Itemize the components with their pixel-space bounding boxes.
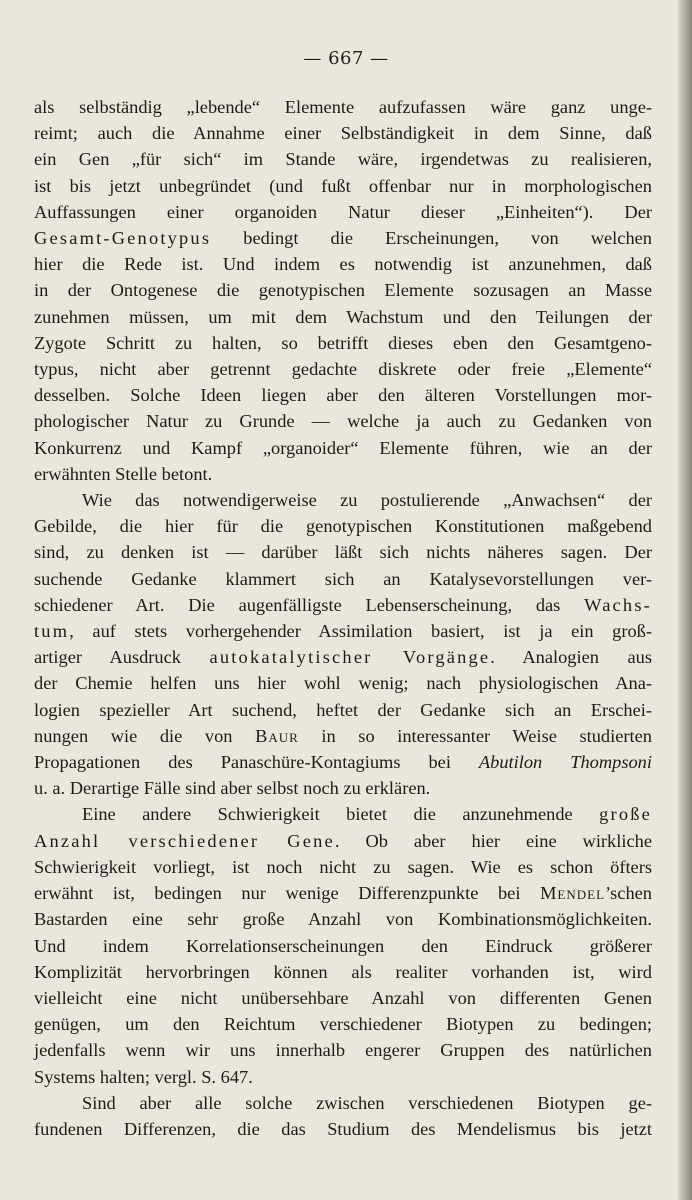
text-line	[34, 566, 652, 592]
text-run: Sind aber alle solche zwischen verschiedenen Biotypen ge-	[82, 1092, 652, 1113]
text-run: reimt; auch die Annahme einer Selbständigkeit in dem Sinne, daß	[34, 123, 652, 144]
emphasis-spaced: autokatalytischer Vorgänge	[209, 647, 491, 668]
text-line	[34, 1037, 652, 1063]
text-line	[34, 906, 652, 932]
text-run: der Chemie helfen uns hier wohl wenig; nach physiologischen Ana-	[34, 673, 652, 694]
text-line	[34, 539, 652, 565]
text-run: Wie das notwendigerweise zu postulierende „Anwachsen“ der	[82, 490, 652, 511]
page-number: — 667 —	[303, 48, 389, 69]
text-run: Systems halten; vergl. S. 647.	[34, 1066, 253, 1087]
text-line	[34, 801, 652, 827]
text-line	[34, 592, 652, 618]
text-run: erwähnten Stelle betont.	[34, 463, 213, 484]
text-run: zunehmen müssen, um mit dem Wachstum und den Teilungen der	[34, 306, 652, 327]
text-run: als selbständig „lebende“ Elemente aufzufassen wäre ganz unge-	[34, 97, 652, 117]
text-run: hier die Rede ist. Und indem es notwendig ist anzunehmen, daß	[34, 254, 652, 275]
text-run: Propagationen des Panaschüre-Kontagiums bei	[34, 752, 479, 773]
text-run: Gebilde, die hier für die genotypischen Konstitutionen maßgebend	[34, 516, 652, 537]
text-run: Schwierigkeit vorliegt, ist noch nicht zu sagen. Wie es schon öfters	[34, 856, 652, 877]
text-line	[34, 959, 652, 985]
text-run: jedenfalls wenn wir uns innerhalb engerer Gruppen des natürlichen	[34, 1040, 652, 1061]
text-run: Komplizität hervorbringen können als realiter vorhanden ist, wird	[34, 961, 652, 982]
text-line	[34, 697, 652, 723]
text-line	[34, 933, 652, 959]
text-run: nungen wie die von	[34, 725, 256, 746]
text-line	[34, 251, 652, 277]
text-run: Zygote Schritt zu halten, so betrifft dieses eben den Gesamtgeno-	[34, 332, 652, 353]
page-edge-shadow	[678, 0, 692, 1200]
text-line	[34, 356, 652, 382]
text-run: sind, zu denken ist — darüber läßt sich nichts näheres sagen. Der	[34, 542, 652, 563]
emphasis-spaced: Wachs-	[584, 594, 652, 615]
body-text	[34, 94, 652, 1142]
text-line	[34, 1090, 652, 1116]
text-line	[34, 461, 652, 487]
text-run: bedingt die Erscheinungen, von welchen	[211, 228, 652, 249]
paragraph-4	[34, 1090, 652, 1142]
text-run: logien spezieller Art suchend, heftet der Gedanke sich an Erschei-	[34, 699, 652, 720]
text-line	[34, 408, 652, 434]
text-run: erwähnt ist, bedingen nur wenige Differenzpunkte bei	[34, 883, 541, 904]
text-run: Konkurrenz und Kampf „organoider“ Elemente führen, wie an der	[34, 437, 652, 458]
text-run: ’schen	[605, 883, 652, 904]
text-run: phologischer Natur zu Grunde — welche ja auch zu Gedanken von	[34, 411, 652, 432]
text-run: desselben. Solche Ideen liegen aber den älteren Vorstellungen mor-	[34, 385, 652, 406]
text-line	[34, 854, 652, 880]
text-line	[34, 199, 652, 225]
text-line	[34, 670, 652, 696]
text-run: . Ob aber hier eine wirkliche	[334, 830, 652, 851]
text-line	[34, 487, 652, 513]
text-line	[34, 775, 652, 801]
text-run: vielleicht eine nicht unübersehbare Anzahl von differenten Genen	[34, 987, 652, 1008]
text-line	[34, 173, 652, 199]
text-line	[34, 120, 652, 146]
text-run: Eine andere Schwierigkeit bietet die anzunehmende	[82, 804, 600, 825]
text-line	[34, 304, 652, 330]
text-run: artiger Ausdruck	[34, 647, 210, 668]
paragraph-1	[34, 94, 652, 487]
text-line	[34, 94, 652, 120]
text-line	[34, 277, 652, 303]
emphasis-spaced: tum	[34, 621, 70, 642]
text-run: Bastarden eine sehr große Anzahl von Kombinationsmöglichkeiten.	[34, 909, 652, 930]
text-run: in der Ontogenese die genotypischen Elemente sozusagen an Masse	[34, 280, 652, 301]
emphasis-spaced: Anzahl verschiedener Gene	[34, 830, 335, 851]
text-run: . Analogien aus	[490, 647, 652, 668]
text-line	[34, 435, 652, 461]
emphasis-caps: Baur	[255, 725, 299, 746]
paragraph-3	[34, 801, 652, 1089]
text-line	[34, 723, 652, 749]
text-line	[34, 513, 652, 539]
emphasis-caps: Mendel	[540, 883, 606, 904]
text-run: ein Gen „für sich“ im Stande wäre, irgendetwas zu realisieren,	[34, 149, 652, 170]
text-line	[34, 749, 652, 775]
text-line	[34, 1116, 652, 1142]
paragraph-2	[34, 487, 652, 801]
text-run: schiedener Art. Die augenfälligste Lebenserscheinung, das	[34, 594, 585, 615]
text-line	[34, 985, 652, 1011]
text-run: u. a. Derartige Fälle sind aber selbst noch zu erklären.	[34, 778, 431, 799]
text-line	[34, 330, 652, 356]
text-run: Und indem Korrelationserscheinungen den Eindruck größerer	[34, 935, 652, 956]
text-line	[34, 1064, 652, 1090]
text-run: ist bis jetzt unbegründet (und fußt offenbar nur in morphologischen	[34, 175, 652, 196]
text-line	[34, 618, 652, 644]
text-line	[34, 146, 652, 172]
text-line	[34, 644, 652, 670]
emphasis-ital: Abutilon Thompsoni	[478, 752, 652, 773]
text-run: , auf stets vorhergehender Assimilation basiert, ist ja ein groß-	[69, 621, 652, 642]
text-run: suchende Gedanke klammert sich an Katalysevorstellungen ver-	[34, 568, 652, 589]
text-run: fundenen Differenzen, die das Studium des Mendelismus bis jetzt	[34, 1118, 652, 1139]
text-run: genügen, um den Reichtum verschiedener Biotypen zu bedingen;	[34, 1014, 652, 1035]
text-line	[34, 382, 652, 408]
text-run: Auffassungen einer organoiden Natur dieser „Einheiten“). Der	[34, 201, 652, 222]
text-line	[34, 225, 652, 251]
text-run: typus, nicht aber getrennt gedachte diskrete oder freie „Elemente“	[34, 359, 652, 380]
emphasis-spaced: Gesamt-Genotypus	[34, 228, 212, 249]
text-line	[34, 880, 652, 906]
text-line	[34, 1011, 652, 1037]
emphasis-spaced: große	[599, 804, 652, 825]
text-run: in so interessanter Weise studierten	[298, 725, 652, 746]
text-line	[34, 828, 652, 854]
